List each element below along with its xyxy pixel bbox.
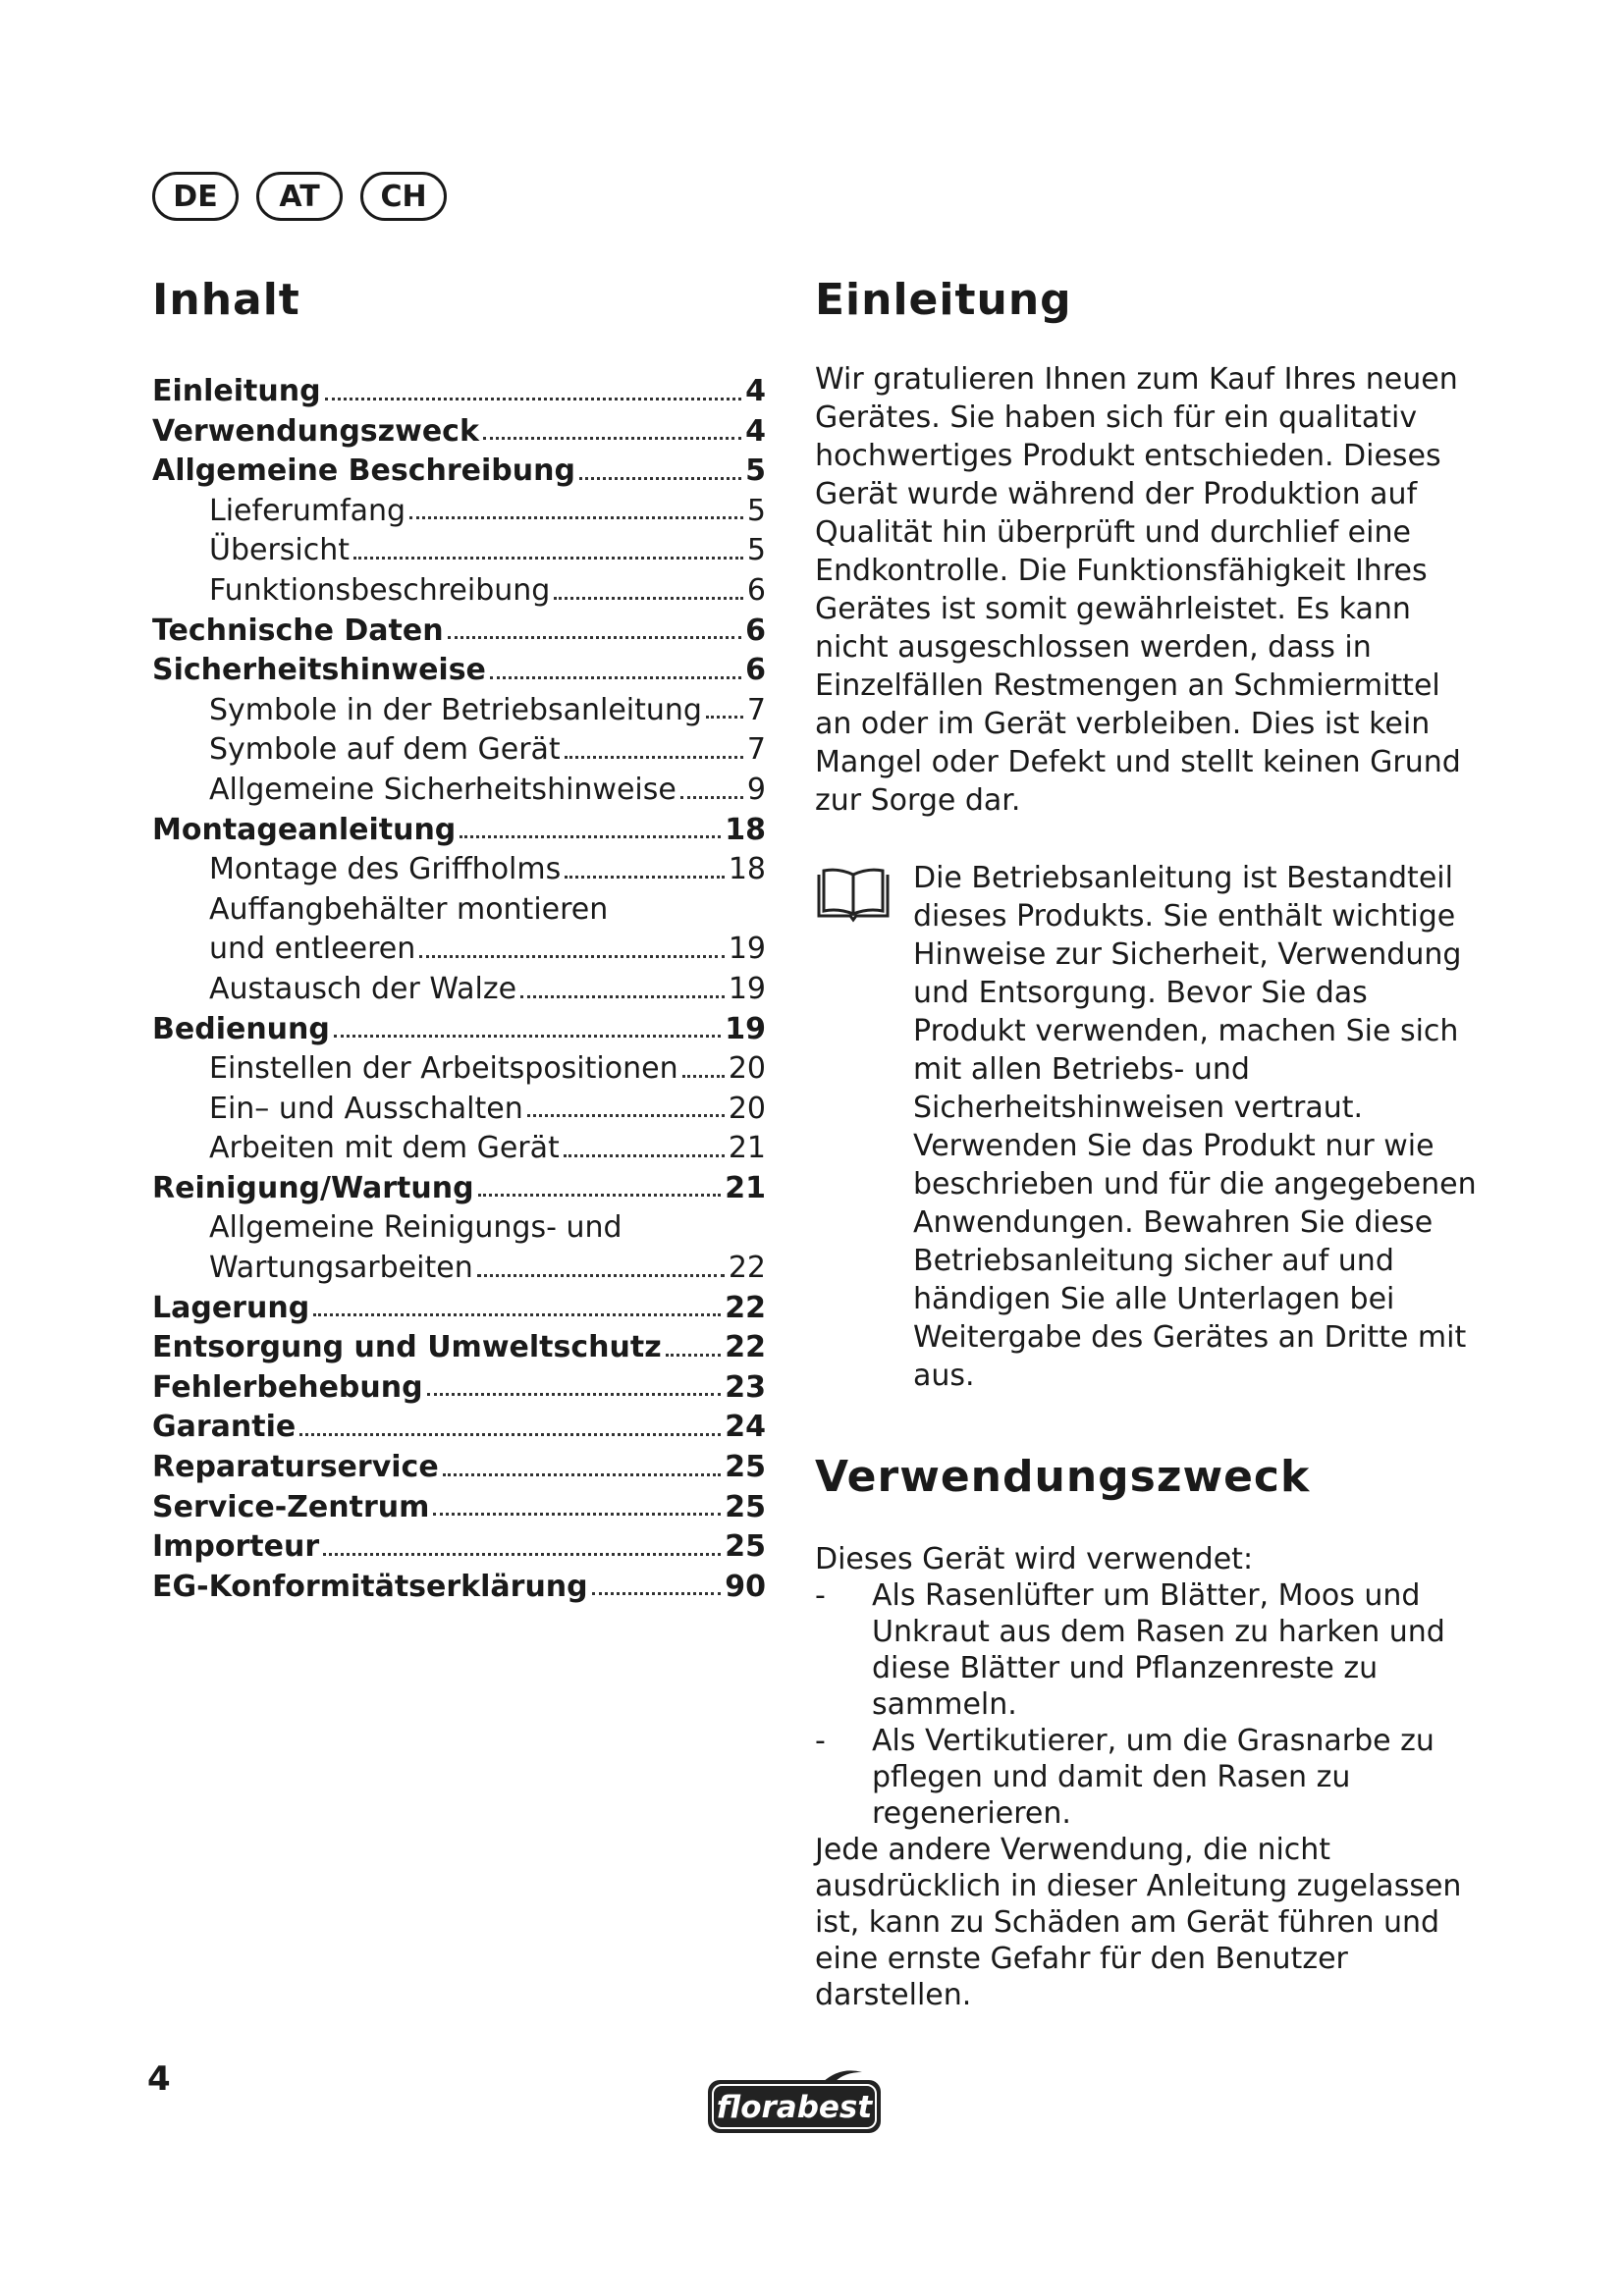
note-paragraph: Die Betriebsanleitung ist Bestandteil dieses Produkts. Sie enthält wichtige Hinweise zur Sicherheit, Verwendung und Entsorgung. Bevor Sie das Produkt verwenden, machen Sie sich mit allen Betriebs- und Sicherheitshinweisen vertraut. Verwenden Sie das Produkt nur wie beschrieben und für die angegebenen Anwendungen. Bewahren Sie diese Betriebsanleitung sicher auf und händigen Sie alle Unterlagen bei Weitergabe des Gerätes an Dritte mit aus.	[913, 861, 1477, 1393]
toc-entry[interactable]	[152, 412, 766, 453]
toc-list	[152, 372, 766, 1607]
toc-entry-label: Allgemeine Sicherheitshinweise	[209, 772, 677, 807]
toc-entry-page: 19	[728, 932, 766, 967]
toc-leader-dots	[565, 756, 743, 759]
toc-entry[interactable]	[152, 1448, 766, 1488]
toc-entry[interactable]	[152, 1289, 766, 1329]
toc-leader-dots	[564, 1154, 725, 1157]
toc-entry[interactable]	[152, 1208, 766, 1249]
content-column	[815, 275, 1483, 2013]
list-item-text: Als Rasenlüfter um Blätter, Moos und Unkraut aus dem Rasen zu harken und diese Blätter und Pflanzenreste zu sammeln.	[872, 1578, 1445, 1722]
toc-leader-dots	[325, 398, 742, 400]
logo-text: florabest	[716, 2090, 873, 2125]
toc-entry-page: 21	[725, 1170, 766, 1205]
toc-entry-label: Ein– und Ausschalten	[209, 1091, 523, 1126]
toc-entry[interactable]	[152, 691, 766, 731]
toc-entry-label: Lieferumfang	[209, 493, 406, 528]
toc-entry-page: 18	[728, 852, 766, 887]
toc-entry-label: Technische Daten	[152, 613, 444, 648]
toc-entry[interactable]	[152, 1129, 766, 1169]
table-of-contents	[152, 275, 766, 1607]
toc-leader-dots	[565, 876, 725, 879]
toc-leader-dots	[680, 796, 743, 799]
list-item	[815, 1723, 1483, 1832]
toc-entry-label: Symbole auf dem Gerät	[209, 732, 561, 768]
toc-entry-label: Importeur	[152, 1529, 320, 1565]
toc-entry[interactable]	[152, 1368, 766, 1409]
toc-entry-label: Bedienung	[152, 1011, 330, 1046]
toc-entry[interactable]	[152, 1568, 766, 1608]
toc-entry-label: Wartungsarbeiten	[209, 1251, 473, 1286]
toc-entry[interactable]	[152, 811, 766, 851]
toc-entry[interactable]	[152, 492, 766, 532]
toc-entry-page: 23	[725, 1369, 766, 1405]
toc-entry-label: Reinigung/Wartung	[152, 1170, 474, 1205]
toc-entry-page: 18	[725, 812, 766, 847]
intro-paragraph: Wir gratulieren Ihnen zum Kauf Ihres neuen Gerätes. Sie haben sich für ein qualitativ hochwertiges Produkt entschieden. Dieses Gerät wurde während der Produktion auf Qualität hin überprüft und durchlief eine Endkontrolle. Die Funktionsfähigkeit Ihres Gerätes ist somit gewährleistet. Es kann nicht ausgeschlossen werden, dass in Einzelfällen Restmengen an Schmiermittel an oder im Gerät verbleiben. Dies ist kein Mangel oder Defekt und stellt keinen Grund zur Sorge dar.	[815, 362, 1461, 818]
toc-entry-label: Entsorgung und Umweltschutz	[152, 1330, 662, 1365]
toc-entry-label: Fehlerbehebung	[152, 1369, 423, 1405]
country-badges	[152, 172, 447, 221]
toc-entry[interactable]	[152, 730, 766, 771]
toc-leader-dots	[448, 636, 742, 639]
toc-entry-page: 90	[725, 1569, 766, 1604]
toc-leader-dots	[419, 955, 725, 958]
toc-leader-dots	[323, 1553, 721, 1556]
toc-leader-dots	[299, 1433, 721, 1436]
toc-entry-page: 21	[728, 1131, 766, 1166]
toc-leader-dots	[706, 716, 743, 719]
toc-leader-dots	[433, 1513, 721, 1516]
toc-leader-dots	[460, 835, 721, 838]
toc-leader-dots	[579, 477, 741, 480]
toc-entry-page: 5	[745, 454, 766, 489]
florabest-logo	[705, 2066, 884, 2141]
toc-leader-dots	[353, 557, 743, 560]
toc-entry[interactable]	[152, 1049, 766, 1090]
toc-entry-label: Allgemeine Beschreibung	[152, 454, 575, 489]
toc-leader-dots	[520, 995, 725, 998]
toc-entry-label: Auffangbehälter montieren	[209, 891, 609, 927]
toc-leader-dots	[592, 1592, 722, 1595]
toc-entry[interactable]	[152, 970, 766, 1010]
list-bullet: -	[815, 1578, 826, 1613]
toc-entry[interactable]	[152, 890, 766, 931]
usage-closing: Jede andere Verwendung, die nicht ausdrücklich in dieser Anleitung zugelassen ist, kann zu Schäden am Gerät führen und eine ernste Gefahr für den Benutzer darstellen.	[815, 1833, 1462, 2012]
book-icon	[815, 859, 913, 1395]
toc-entry-label: Allgemeine Reinigungs- und	[209, 1210, 623, 1246]
toc-entry-label: Arbeiten mit dem Gerät	[209, 1131, 560, 1166]
toc-entry[interactable]	[152, 1169, 766, 1209]
toc-entry-label: Sicherheitshinweise	[152, 653, 486, 688]
toc-entry-page: 22	[728, 1251, 766, 1286]
toc-entry-page: 5	[746, 533, 766, 568]
usage-lead: Dieses Gerät wird verwendet:	[815, 1542, 1254, 1576]
toc-entry[interactable]	[152, 571, 766, 612]
toc-entry-page: 25	[725, 1450, 766, 1485]
page-number: 4	[147, 2059, 171, 2099]
toc-leader-dots	[334, 1035, 721, 1038]
toc-entry-page: 6	[745, 653, 766, 688]
toc-entry-page: 25	[725, 1529, 766, 1565]
toc-entry[interactable]	[152, 771, 766, 811]
toc-entry-label: Montage des Griffholms	[209, 852, 562, 887]
toc-entry-page: 20	[728, 1091, 766, 1126]
toc-entry[interactable]	[152, 1328, 766, 1368]
toc-leader-dots	[483, 437, 741, 440]
toc-leader-dots	[427, 1393, 722, 1396]
toc-entry-label: Verwendungszweck	[152, 413, 479, 449]
toc-entry-page: 4	[745, 413, 766, 449]
toc-entry-label: Garantie	[152, 1410, 297, 1445]
toc-entry-label: Einstellen der Arbeitspositionen	[209, 1051, 678, 1087]
intro-heading: Einleitung	[815, 275, 1072, 325]
toc-entry-page: 6	[746, 572, 766, 608]
toc-entry[interactable]	[152, 612, 766, 652]
toc-entry[interactable]	[152, 1527, 766, 1568]
toc-leader-dots	[478, 1194, 722, 1197]
toc-entry-label: Lagerung	[152, 1290, 310, 1325]
toc-entry-page: 20	[728, 1051, 766, 1087]
toc-entry-page: 24	[725, 1410, 766, 1445]
toc-entry[interactable]	[152, 1488, 766, 1528]
country-badge-ch: CH	[360, 172, 447, 221]
toc-entry[interactable]	[152, 372, 766, 412]
toc-entry-label: Service-Zentrum	[152, 1489, 430, 1524]
toc-entry[interactable]	[152, 452, 766, 492]
toc-entry-page: 25	[725, 1489, 766, 1524]
toc-entry-page: 4	[745, 374, 766, 408]
toc-entry-page: 22	[725, 1290, 766, 1325]
toc-entry[interactable]	[152, 930, 766, 970]
toc-leader-dots	[527, 1114, 725, 1117]
toc-entry-page: 7	[746, 732, 766, 768]
toc-entry[interactable]	[152, 1249, 766, 1289]
toc-entry-label: Reparaturservice	[152, 1450, 439, 1485]
toc-leader-dots	[313, 1313, 721, 1316]
toc-entry-label: Einleitung	[152, 374, 321, 408]
toc-leader-dots	[554, 597, 743, 600]
toc-entry-label: Symbole in der Betriebsanleitung	[209, 692, 702, 727]
toc-entry-page: 5	[746, 493, 766, 528]
toc-entry-page: 19	[725, 1011, 766, 1046]
list-bullet: -	[815, 1724, 826, 1758]
toc-entry-page: 19	[728, 971, 766, 1006]
toc-title: Inhalt	[152, 275, 300, 325]
toc-entry-label: Funktionsbeschreibung	[209, 572, 551, 608]
toc-leader-dots	[477, 1274, 725, 1277]
toc-entry[interactable]	[152, 1090, 766, 1130]
toc-entry-page: 9	[746, 772, 766, 807]
toc-entry-label: Austausch der Walze	[209, 971, 517, 1006]
usage-heading: Verwendungszweck	[815, 1452, 1311, 1502]
toc-leader-dots	[443, 1473, 722, 1476]
country-badge-at: AT	[256, 172, 343, 221]
toc-entry-page: 7	[746, 692, 766, 727]
country-badge-de: DE	[152, 172, 239, 221]
toc-entry[interactable]	[152, 1408, 766, 1448]
toc-entry-page: 22	[725, 1330, 766, 1365]
toc-entry-label: Übersicht	[209, 533, 351, 568]
toc-entry[interactable]	[152, 651, 766, 691]
manual-note	[815, 859, 1483, 1395]
list-item	[815, 1577, 1483, 1723]
toc-leader-dots	[490, 676, 741, 679]
toc-entry[interactable]	[152, 850, 766, 890]
toc-entry-label: Montageanleitung	[152, 812, 457, 847]
toc-entry-page: 6	[745, 613, 766, 648]
toc-entry-label: und entleeren	[209, 932, 416, 967]
toc-leader-dots	[409, 516, 743, 519]
toc-leader-dots	[666, 1354, 722, 1357]
list-item-text: Als Vertikutierer, um die Grasnarbe zu pflegen und damit den Rasen zu regenerieren.	[872, 1724, 1435, 1831]
toc-leader-dots	[682, 1075, 725, 1078]
toc-entry-label: EG-Konformitätserklärung	[152, 1569, 588, 1604]
toc-entry[interactable]	[152, 531, 766, 571]
toc-entry[interactable]	[152, 1010, 766, 1050]
